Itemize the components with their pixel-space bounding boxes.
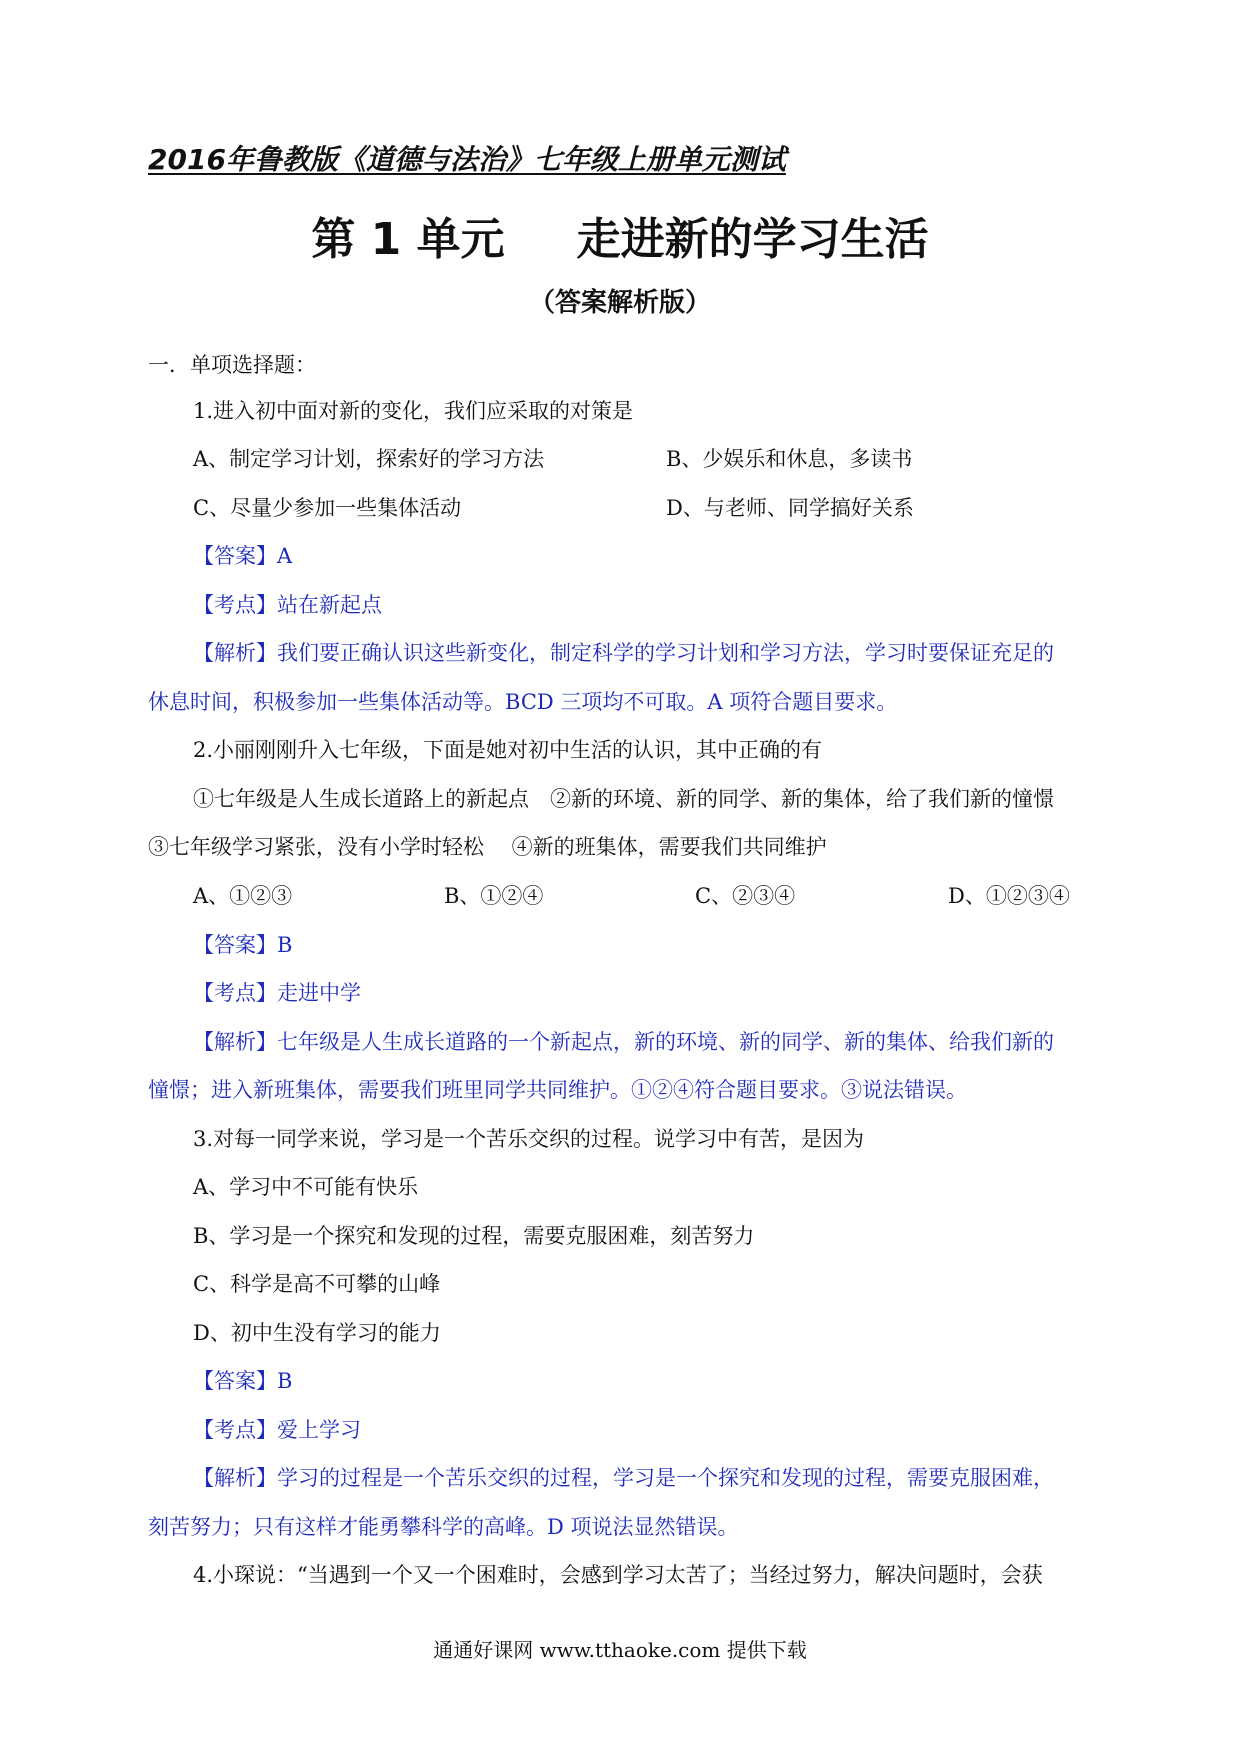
statement-line: ③七年级学习紧张，没有小学时轻松 ④新的班集体，需要我们共同维护 <box>148 835 827 859</box>
point-line: 【考点】爱上学习 <box>193 1418 361 1442</box>
unit-name: 走进新的学习生活 <box>576 214 929 265</box>
edition-subtitle: （答案解析版） <box>528 288 711 318</box>
statement-line: ①七年级是人生成长道路上的新起点 ②新的环境、新的同学、新的集体，给了我们新的憧憬 <box>193 787 1054 811</box>
question-stem: 2.小丽刚刚升入七年级，下面是她对初中生活的认识，其中正确的有 <box>193 738 823 762</box>
option-c: C、②③④ <box>695 884 796 908</box>
option-a: A、制定学习计划，探索好的学习方法 <box>193 447 545 471</box>
analysis-line: 【解析】七年级是人生成长道路的一个新起点，新的环境、新的同学、新的集体、给我们新的 <box>193 1030 1054 1054</box>
option-c: C、尽量少参加一些集体活动 <box>193 496 462 520</box>
answer-line: 【答案】A <box>193 544 293 568</box>
question-stem: 3.对每一同学来说，学习是一个苦乐交织的过程。说学习中有苦，是因为 <box>193 1127 865 1151</box>
analysis-line: 【解析】我们要正确认识这些新变化，制定科学的学习计划和学习方法，学习时要保证充足的 <box>193 641 1054 665</box>
analysis-line: 【解析】学习的过程是一个苦乐交织的过程，学习是一个探究和发现的过程，需要克服困难， <box>193 1466 1054 1490</box>
option-d: D、初中生没有学习的能力 <box>193 1321 441 1345</box>
analysis-line: 刻苦努力；只有这样才能勇攀科学的高峰。D 项说法显然错误。 <box>148 1515 739 1539</box>
option-d: D、①②③④ <box>948 884 1070 908</box>
series-title: 2016年鲁教版《道德与法治》七年级上册单元测试 <box>148 143 786 176</box>
page-footer: 通通好课网 www.tthaoke.com 提供下载 <box>433 1638 807 1662</box>
option-a: A、学习中不可能有快乐 <box>193 1175 419 1199</box>
question-stem: 4.小琛说：“当遇到一个又一个困难时，会感到学习太苦了；当经过努力，解决问题时，会获 <box>193 1563 1043 1587</box>
analysis-line: 憧憬；进入新班集体，需要我们班里同学共同维护。①②④符合题目要求。③说法错误。 <box>148 1078 967 1102</box>
option-d: D、与老师、同学搞好关系 <box>666 496 914 520</box>
point-line: 【考点】走进中学 <box>193 981 361 1005</box>
option-a: A、①②③ <box>193 884 293 908</box>
answer-line: 【答案】B <box>193 933 293 957</box>
analysis-line: 休息时间，积极参加一些集体活动等。BCD 三项均不可取。A 项符合题目要求。 <box>148 690 898 714</box>
unit-number: 第 1 单元 <box>311 214 505 265</box>
option-b: B、学习是一个探究和发现的过程，需要克服困难，刻苦努力 <box>193 1224 755 1248</box>
question-stem: 1.进入初中面对新的变化，我们应采取的对策是 <box>193 399 634 423</box>
answer-line: 【答案】B <box>193 1369 293 1393</box>
option-b: B、①②④ <box>444 884 544 908</box>
option-c: C、科学是高不可攀的山峰 <box>193 1272 441 1296</box>
option-b: B、少娱乐和休息，多读书 <box>666 447 913 471</box>
section-heading: 一．单项选择题： <box>148 353 316 377</box>
point-line: 【考点】站在新起点 <box>193 593 382 617</box>
unit-title <box>0 203 1240 267</box>
